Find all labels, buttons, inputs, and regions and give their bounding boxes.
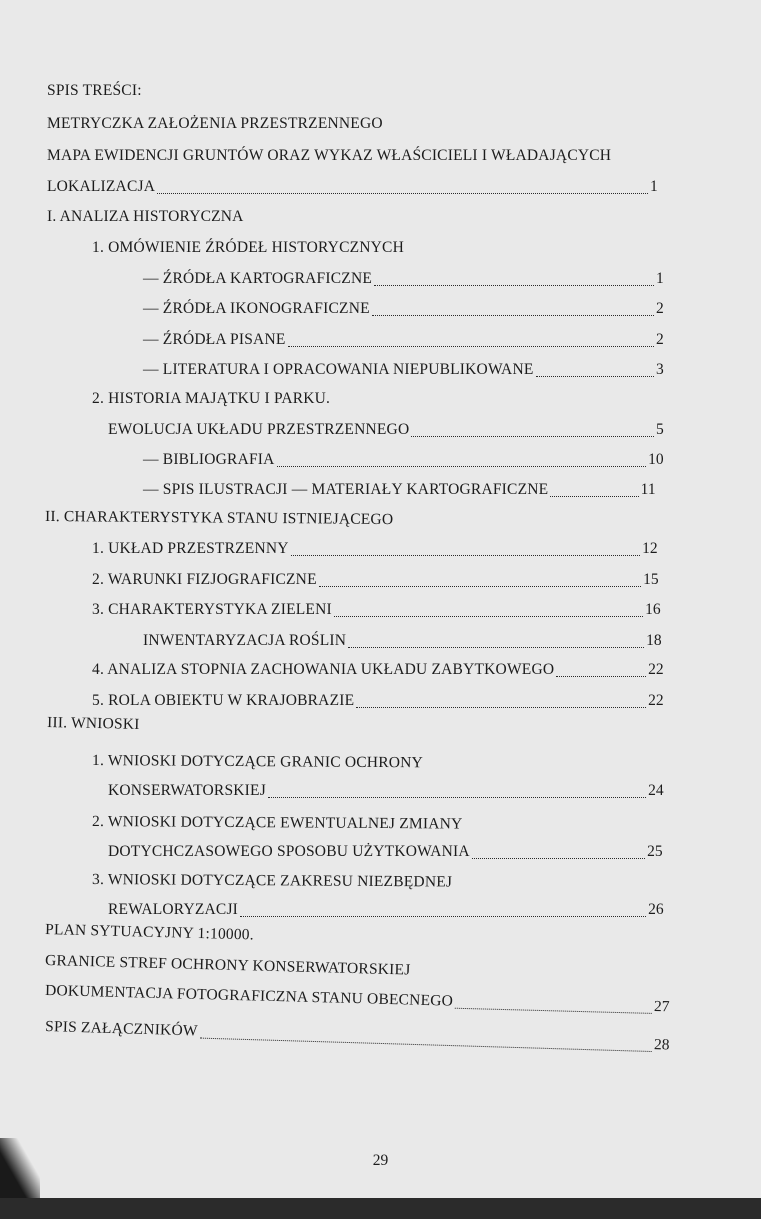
- toc-entry-title: 3. CHARAKTERYSTYKA ZIELENI: [92, 601, 332, 618]
- toc-leader-dots: [348, 646, 644, 648]
- toc-entry-title: 2. WARUNKI FIZJOGRAFICZNE: [92, 571, 317, 588]
- toc-entry-title: 2. HISTORIA MAJĄTKU I PARKU.: [92, 390, 331, 407]
- toc-leader-dots: [157, 192, 648, 194]
- toc-entry-title: DOTYCHCZASOWEGO SPOSOBU UŻYTKOWANIA: [108, 843, 470, 860]
- toc-entry-title: DOKUMENTACJA FOTOGRAFICZNA STANU OBECNEGO: [44, 982, 454, 1010]
- toc-page-number: 22: [648, 692, 664, 709]
- toc-entry-title: — ŹRÓDŁA PISANE: [143, 331, 286, 348]
- toc-page-number: 25: [647, 843, 663, 860]
- toc-page-number: 2: [656, 300, 664, 317]
- toc-page-number: 10: [648, 451, 664, 468]
- toc-entry-title: EWOLUCJA UKŁADU PRZESTRZENNEGO: [108, 421, 410, 438]
- toc-leader-dots: [319, 585, 641, 587]
- toc-entry-title: — SPIS ILUSTRACJI — MATERIAŁY KARTOGRAFICZNE: [143, 481, 549, 498]
- toc-entry-title: MAPA EWIDENCJI GRUNTÓW ORAZ WYKAZ WŁAŚCICIELI I WŁADAJĄCYCH: [47, 147, 612, 164]
- toc-page-number: 1: [650, 178, 658, 195]
- toc-entry-title: LOKALIZACJA: [47, 178, 156, 195]
- toc-page-number: 5: [656, 421, 664, 438]
- toc-entry-title: 3. WNIOSKI DOTYCZĄCE ZAKRESU NIEZBĘDNEJ: [91, 871, 453, 891]
- toc-page-number: 18: [646, 632, 662, 649]
- toc-leader-dots: [268, 796, 646, 798]
- toc-page-number: 3: [656, 361, 664, 378]
- toc-leader-dots: [550, 495, 638, 497]
- toc-entry-title: SPIS ZAŁĄCZNIKÓW: [44, 1018, 198, 1040]
- toc-entry-title: INWENTARYZACJA ROŚLIN: [143, 632, 347, 649]
- toc-leader-dots: [455, 1007, 652, 1014]
- toc-leader-dots: [277, 465, 647, 467]
- page-number: 29: [372, 1152, 389, 1169]
- toc-entry-title: 1. OMÓWIENIE ŹRÓDEŁ HISTORYCZNYCH: [92, 239, 404, 256]
- toc-entry-title: I. ANALIZA HISTORYCZNA: [47, 208, 244, 225]
- toc-entry-title: KONSERWATORSKIEJ: [108, 782, 266, 799]
- toc-entry-title: METRYCZKA ZAŁOŻENIA PRZESTRZENNEGO: [47, 115, 383, 132]
- toc-page-number: 27: [653, 997, 670, 1016]
- toc-leader-dots: [291, 554, 640, 556]
- toc-page-number: 11: [640, 481, 656, 498]
- toc-page-number: 15: [643, 571, 659, 588]
- toc-leader-dots: [411, 435, 654, 437]
- toc-leader-dots: [372, 314, 654, 316]
- toc-leader-dots: [288, 345, 655, 347]
- toc-page-number: 22: [648, 661, 664, 678]
- toc-entry-title: 1. WNIOSKI DOTYCZĄCE GRANIC OCHRONY: [91, 752, 424, 772]
- toc-leader-dots: [556, 675, 646, 677]
- toc-page-number: 1: [656, 270, 664, 287]
- toc-entry-title: PLAN SYTUACYJNY 1:10000.: [44, 921, 255, 944]
- toc-page-number: 24: [648, 782, 664, 799]
- toc-page-number: 12: [642, 540, 658, 557]
- toc-entry-title: GRANICE STREF OCHRONY KONSERWATORSKIEJ: [44, 952, 411, 979]
- toc-entry-title: — ŹRÓDŁA KARTOGRAFICZNE: [143, 270, 373, 287]
- toc-entry-title: 2. WNIOSKI DOTYCZĄCE EWENTUALNEJ ZMIANY: [91, 813, 463, 833]
- toc-entry-title: 5. ROLA OBIEKTU W KRAJOBRAZIE: [92, 692, 355, 709]
- toc-leader-dots: [199, 1037, 651, 1052]
- toc-entry-title: III. WNIOSKI: [46, 714, 140, 733]
- toc-entry-title: 1. UKŁAD PRZESTRZENNY: [92, 540, 289, 557]
- toc-entry-title: REWALORYZACJI: [108, 901, 239, 918]
- toc-entry-title: — LITERATURA I OPRACOWANIA NIEPUBLIKOWANE: [143, 361, 534, 378]
- toc-leader-dots: [536, 375, 655, 377]
- toc-page-number: 2: [656, 331, 664, 348]
- toc-leader-dots: [356, 706, 646, 708]
- toc-leader-dots: [240, 915, 646, 917]
- toc-entry-title: 4. ANALIZA STOPNIA ZACHOWANIA UKŁADU ZABYTKOWEGO: [92, 661, 555, 678]
- toc-entry-title: — BIBLIOGRAFIA: [143, 451, 275, 468]
- toc-leader-dots: [472, 857, 645, 859]
- toc-entry-title: — ŹRÓDŁA IKONOGRAFICZNE: [143, 300, 370, 317]
- toc-page-number: 28: [653, 1036, 670, 1054]
- toc-page-number: 26: [648, 901, 664, 918]
- toc-leader-dots: [334, 615, 643, 617]
- toc-entry-title: II. CHARAKTERYSTYKA STANU ISTNIEJĄCEGO: [44, 508, 394, 529]
- toc-leader-dots: [374, 284, 654, 286]
- toc-page-number: 16: [645, 601, 661, 618]
- toc-entry-title: SPIS TREŚCI:: [47, 82, 142, 99]
